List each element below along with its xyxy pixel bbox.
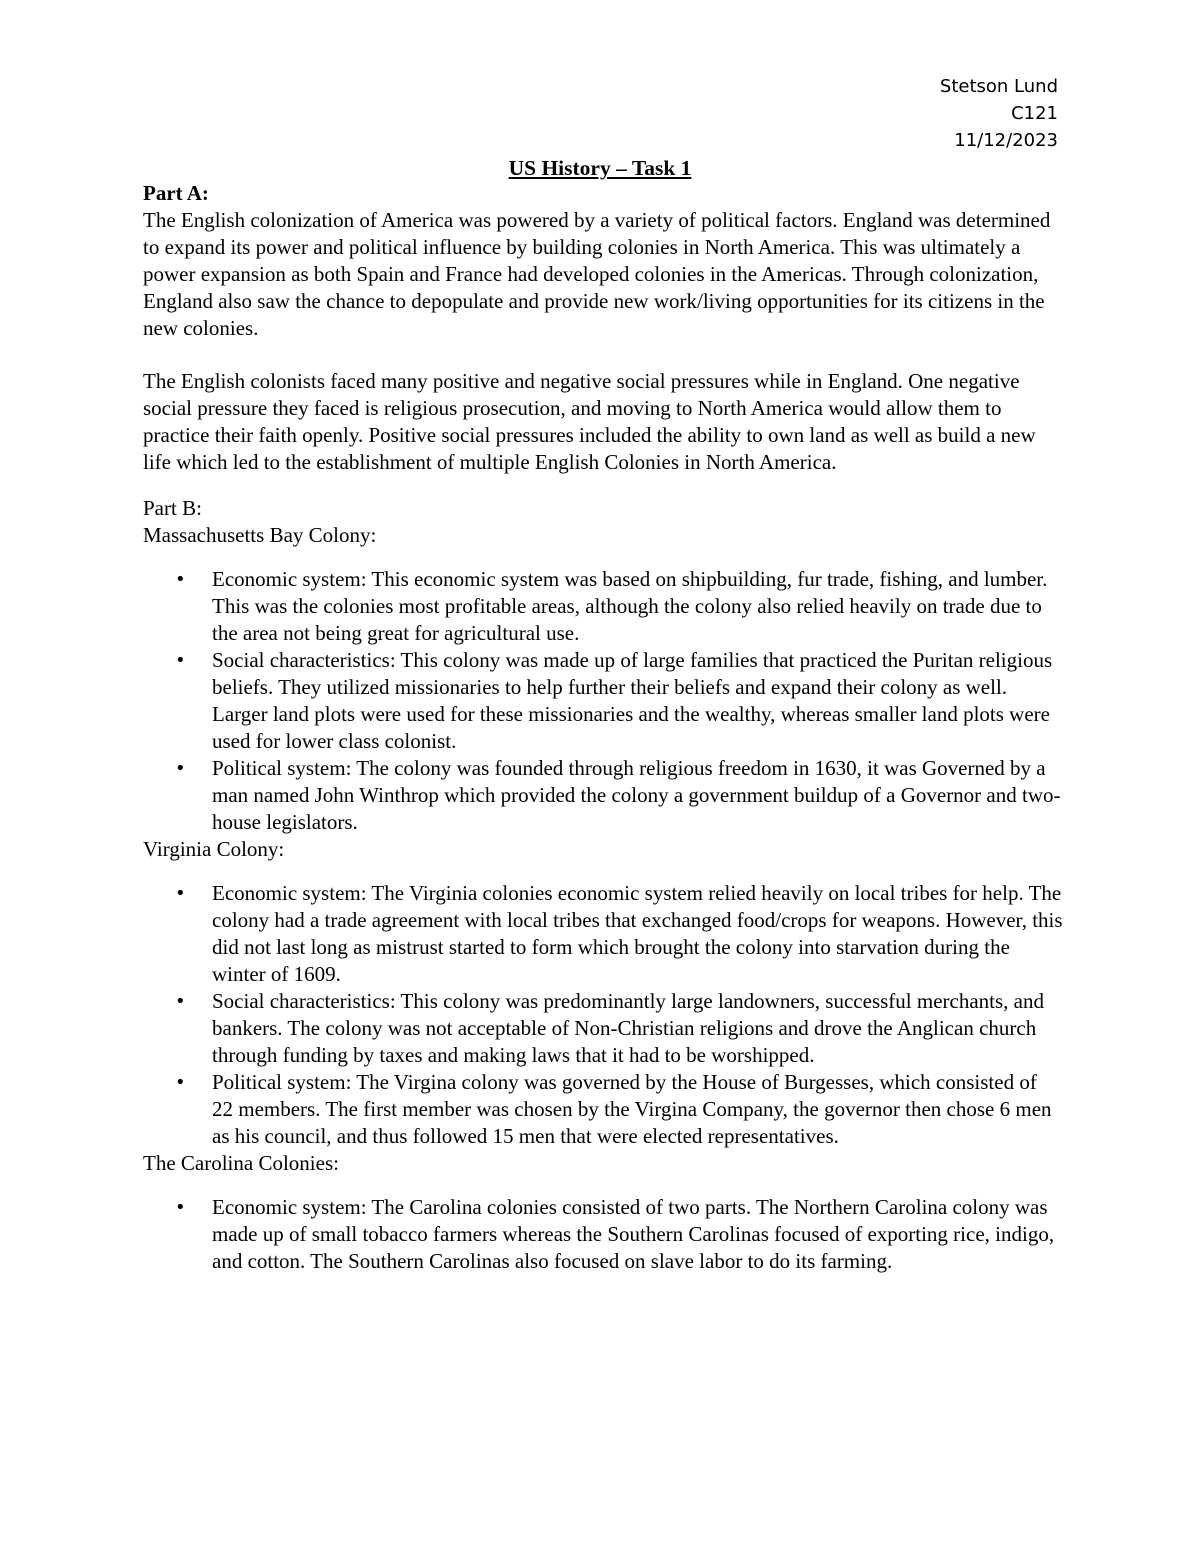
colony-massachusetts [143,522,1063,836]
bullet-list [143,1194,1063,1275]
colony-virginia [143,836,1063,1150]
colony-carolina [143,1150,1063,1275]
colony-heading: Virginia Colony: [143,837,285,861]
document-body [143,180,1063,1275]
colony-heading: Massachusetts Bay Colony: [143,523,377,547]
bullet-list [143,566,1063,836]
header-block [940,73,1058,154]
part-b-heading: Part B: [143,496,202,520]
bullet-social-characteristics: • Social characteristics: This colony was predominantly large landowners, successful merchants, and bankers. The colony was not acceptable of Non-Christian religions and drove the Anglican church through funding by taxes and making laws that it had to be worshipped. [212,988,1063,1069]
bullet-list [143,880,1063,1150]
part-a-section [143,180,1063,476]
document-date: 11/12/2023 [954,130,1058,151]
part-a-paragraph-1: The English colonization of America was powered by a variety of political factors. England was determined to expand its power and political influence by building colonies in North America. This was ultimately a power expansion as both Spain and France had developed colonies in the Americas. Through colonization, England also saw the chance to depopulate and provide new work/living opportunities for its citizens in the new colonies. [143,208,1051,340]
part-a-heading: Part A: [143,181,209,205]
part-a-paragraph-2: The English colonists faced many positive and negative social pressures while in England. One negative social pressure they faced is religious prosecution, and moving to North America would allow them to practice their faith openly. Positive social pressures included the ability to own land as well as build a new life which led to the establishment of multiple English Colonies in North America. [143,369,1036,474]
bullet-political-system: • Political system: The Virgina colony was governed by the House of Burgesses, which consisted of 22 members. The first member was chosen by the Virgina Company, the governor then chose 6 men as his council, and thus followed 15 men that were elected representatives. [212,1069,1063,1150]
bullet-economic-system: • Economic system: This economic system was based on shipbuilding, fur trade, fishing, and lumber. This was the colonies most profitable areas, although the colony also relied heavily on trade due to the area not being great for agricultural use. [212,566,1063,647]
part-b-section [143,495,1063,1275]
document-title: US History – Task 1 [508,156,692,180]
bullet-economic-system: • Economic system: The Carolina colonies consisted of two parts. The Northern Carolina colony was made up of small tobacco farmers whereas the Southern Carolinas focused of exporting rice, indigo, and cotton. The Southern Carolinas also focused on slave labor to do its farming. [212,1194,1063,1275]
bullet-economic-system: • Economic system: The Virginia colonies economic system relied heavily on local tribes for help. The colony had a trade agreement with local tribes that exchanged food/crops for weapons. However, this did not last long as mistrust started to form which brought the colony into starvation during the winter of 1609. [212,880,1063,988]
author-name: Stetson Lund [939,76,1058,97]
course-code: C121 [1011,103,1058,124]
bullet-social-characteristics: • Social characteristics: This colony was made up of large families that practiced the Puritan religious beliefs. They utilized missionaries to help further their beliefs and expand their colony as well. Larger land plots were used for these missionaries and the wealthy, whereas smaller land plots were used for lower class colonist. [212,647,1063,755]
colony-heading: The Carolina Colonies: [143,1151,339,1175]
bullet-political-system: • Political system: The colony was founded through religious freedom in 1630, it was Governed by a man named John Winthrop which provided the colony a government buildup of a Governor and two-house legislators. [212,755,1063,836]
